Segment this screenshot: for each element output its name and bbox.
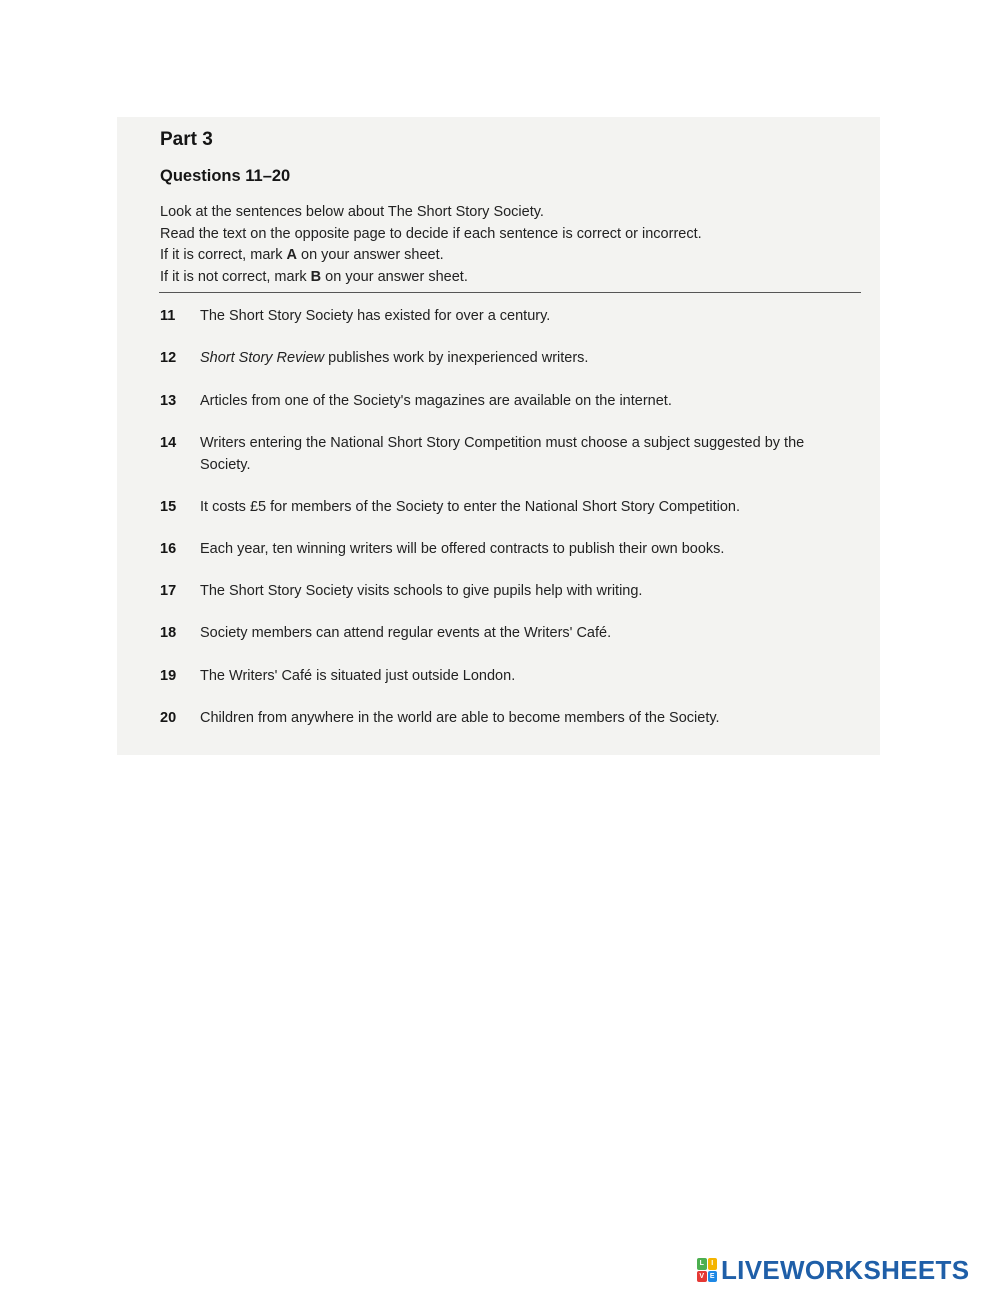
instruction-line: Read the text on the opposite page to decide if each sentence is correct or incorrect.	[160, 225, 702, 242]
question-number: 15	[160, 499, 177, 515]
logo-mark-letter: I	[708, 1258, 718, 1270]
question-text: Writers entering the National Short Story Competition must choose a subject suggested by the Society.	[200, 435, 805, 473]
magazine-title: Short Story Review	[200, 350, 325, 366]
logo-text: LIVEWORKSHEETS	[721, 1254, 970, 1285]
question-number: 16	[160, 541, 177, 557]
question-number: 18	[160, 625, 177, 641]
logo-mark-icon	[697, 1258, 717, 1282]
question-text: The Writers' Café is situated just outside London.	[200, 668, 516, 684]
logo-mark-letter: V	[697, 1271, 707, 1283]
logo-mark-letter: E	[708, 1271, 718, 1283]
question-number: 19	[160, 668, 177, 684]
question-text: Articles from one of the Society's magazines are available on the internet.	[200, 393, 672, 409]
liveworksheets-logo[interactable]	[697, 1255, 969, 1285]
question-number: 12	[160, 350, 177, 366]
question-number: 20	[160, 710, 177, 726]
part-heading: Part 3	[160, 129, 213, 150]
question-text: Children from anywhere in the world are able to become members of the Society.	[200, 710, 720, 726]
instructions	[160, 202, 860, 288]
question-text: The Short Story Society has existed for over a century.	[200, 308, 551, 324]
question-text: Each year, ten winning writers will be offered contracts to publish their own books.	[200, 541, 725, 557]
question-text: It costs £5 for members of the Society to enter the National Short Story Competition.	[200, 499, 740, 515]
question-number: 17	[160, 583, 177, 599]
question-text: The Short Story Society visits schools to give pupils help with writing.	[200, 583, 643, 599]
question-text: Short Story Review publishes work by inexperienced writers.	[200, 350, 589, 366]
question-number: 14	[160, 435, 177, 451]
instruction-line: If it is correct, mark A on your answer sheet.	[160, 247, 444, 263]
questions-heading: Questions 11–20	[160, 167, 291, 185]
logo-mark-letter: L	[697, 1258, 707, 1270]
question-number: 13	[160, 393, 177, 409]
divider	[159, 292, 861, 293]
question-text: Society members can attend regular events at the Writers' Café.	[200, 625, 612, 641]
question-number: 11	[160, 308, 176, 324]
instruction-line: Look at the sentences below about The Short Story Society.	[160, 204, 544, 220]
instruction-line: If it is not correct, mark B on your answer sheet.	[160, 268, 468, 285]
